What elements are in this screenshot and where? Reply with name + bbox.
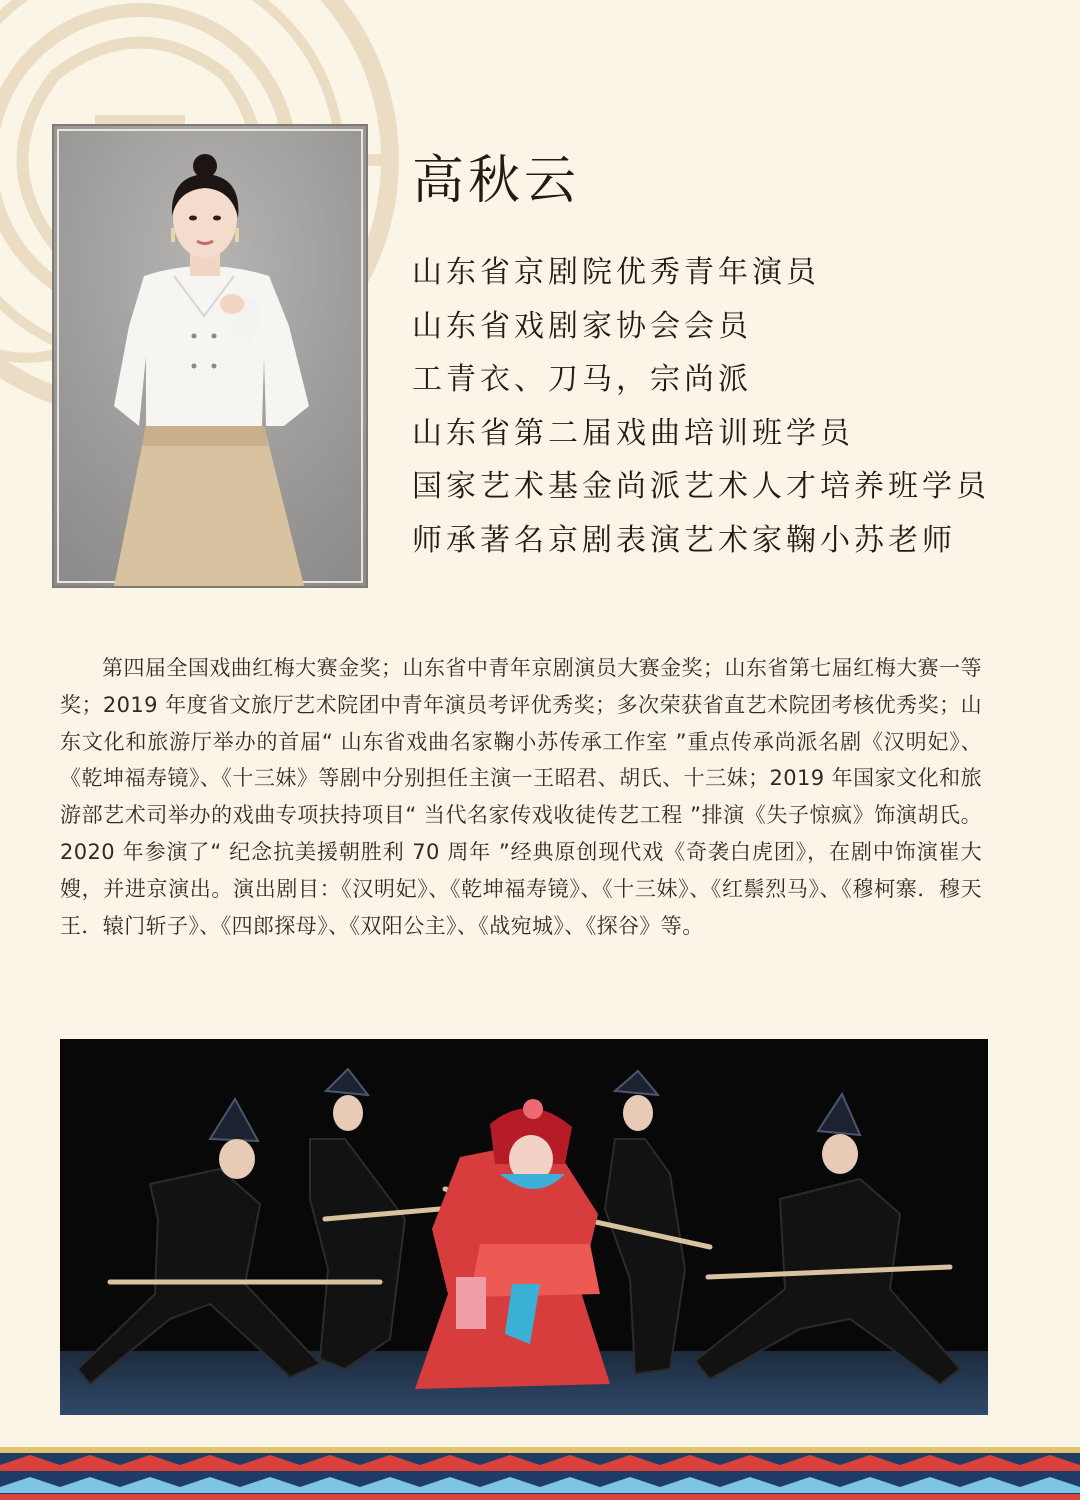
decorative-pattern-band [0, 1447, 1080, 1500]
title-item: 山东省第二届戏曲培训班学员 [412, 415, 854, 451]
portrait-photo-icon [54, 126, 366, 586]
title-item: 国家艺术基金尚派艺术人才培养班学员 [412, 469, 990, 504]
pattern-band-icon [0, 1447, 1080, 1500]
title-list [412, 246, 990, 567]
person-name: 高秋云 [412, 151, 581, 211]
portrait-photo [52, 124, 368, 588]
title-item: 山东省戏剧家协会会员 [412, 308, 752, 344]
bio-paragraph: 第四届全国戏曲红梅大赛金奖；山东省中青年京剧演员大赛金奖；山东省第七届红梅大赛一等奖；2019 年度省文旅厅艺术院团中青年演员考评优秀奖；多次荣获省直艺术院团考核优秀奖；山东文化和旅游厅举办的首届“ 山东省戏曲名家鞠小苏传承工作室 ”重点传承尚派名剧《汉明妃》、《乾坤福寿镜》、《十三妹》等剧中分别担任主演一王昭君、胡氏、十三妹；2019 年国家文化和旅游部艺术司举办的戏曲专项扶持项目“ 当代名家传戏收徒传艺工程 ”排演《失子惊疯》饰演胡氏。2020 年参演了“ 纪念抗美援朝胜利 70 周年 ”经典原创现代戏《奇袭白虎团》，在剧中饰演崔大嫂，并进京演出。演出剧目：《汉明妃》、《乾坤福寿镜》、《十三妹》、《红鬃烈马》、《穆柯寨．穆天王．辕门斩子》、《四郎探母》、《双阳公主》、《战宛城》、《探谷》等。 [60, 656, 982, 938]
stage-performance-photo-icon [60, 1039, 988, 1415]
stage-performance-photo [60, 1039, 988, 1415]
title-item: 师承著名京剧表演艺术家鞠小苏老师 [412, 522, 956, 558]
title-item: 山东省京剧院优秀青年演员 [412, 255, 820, 290]
title-item: 工青衣、刀马，宗尚派 [412, 362, 752, 397]
